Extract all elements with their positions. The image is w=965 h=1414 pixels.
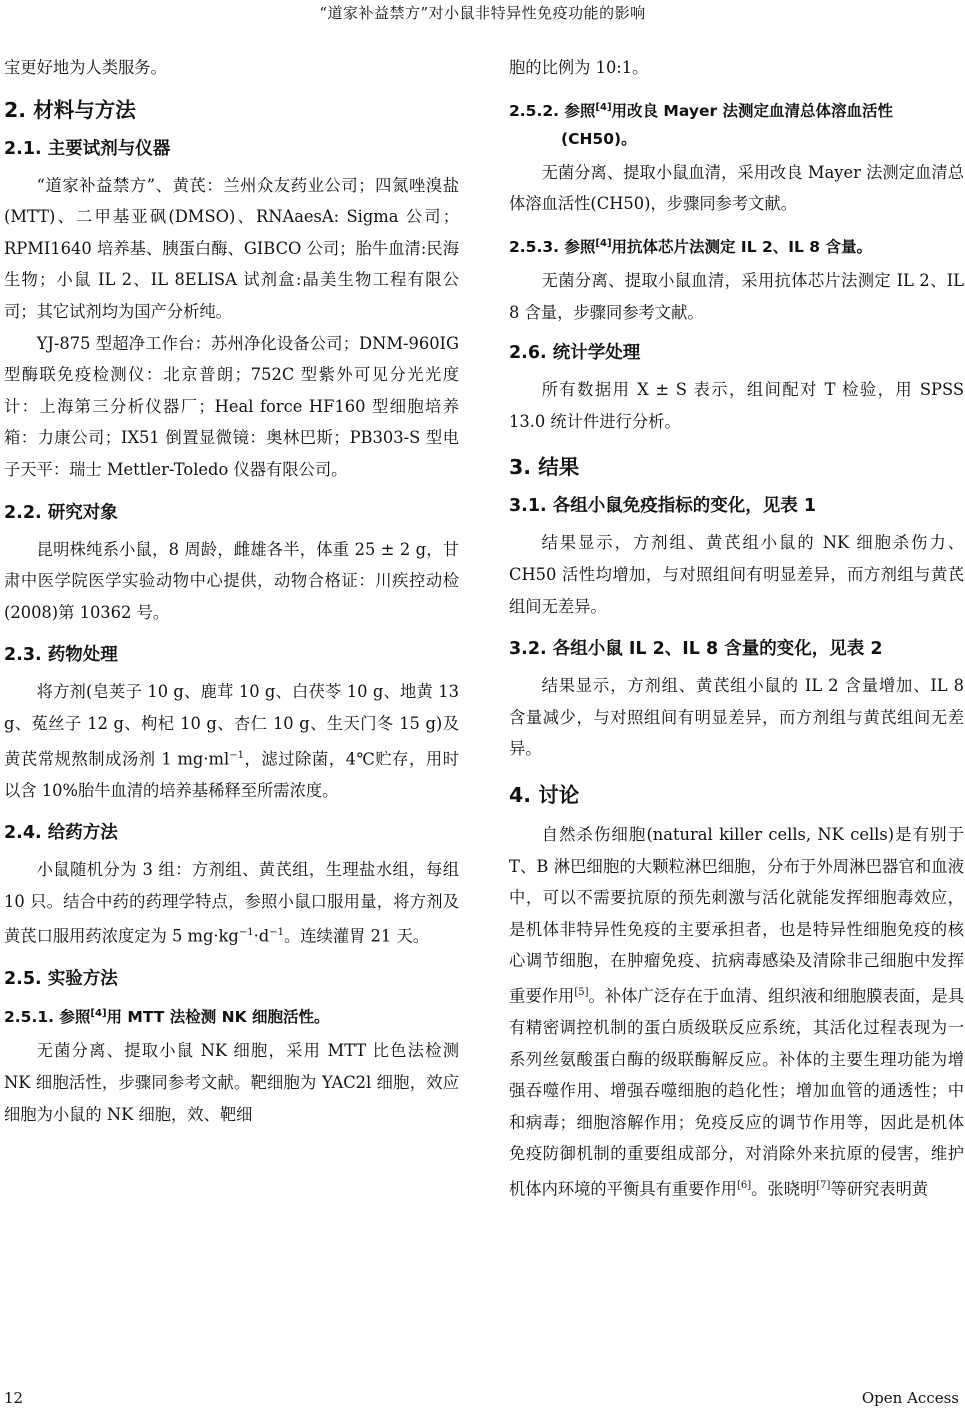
section-heading-results: 3. 结果 <box>509 455 580 480</box>
right-column <box>509 52 964 1205</box>
paragraph-subjects: 昆明株纯系小鼠，8 周龄，雌雄各半，体重 25 ± 2 g，甘肃中医学院医学实验动物中心提供，动物合格证：川疾控动检(2008)第 10362 号。 <box>4 539 459 622</box>
section-heading-materials-methods: 2. 材料与方法 <box>4 97 136 122</box>
section-heading-discussion: 4. 讨论 <box>509 783 580 808</box>
subsubsection-heading-mtt <box>4 1000 459 1031</box>
paragraph-ratio: 胞的比例为 10:1。 <box>509 58 649 77</box>
paragraph-mtt: 无菌分离、提取小鼠 NK 细胞，采用 MTT 比色法检测 NK 细胞活性，步骤同参考文献。靶细胞为 YAC2l 细胞，效应细胞为小鼠的 NK 细胞，效、靶细 <box>4 1041 459 1124</box>
subsubsection-heading-antibody-chip <box>509 230 964 261</box>
discussion-text-2: 。补体广泛存在于血清、组织液和细胞膜表面，是具有精密调控机制的蛋白质级联反应系统，其活化过程表现为一系列丝氨酸蛋白酶的级联酶解反应。补体的主要生理功能为增强吞噬作用、增强吞噬细胞的趋化性；增加血管的通透性；中和病毒；细胞溶解作用；免疫反应的调节作用等，因此是机体免疫防御机制的重要组成部分，对消除外来抗原的侵害，维护机体内环境的平衡具有重要作用 <box>509 986 964 1199</box>
paragraph-drug-processing <box>4 676 459 806</box>
drug-text-2: ，滤过除菌，4℃贮存，用时以含 10%胎牛血清的培养基稀释至所需浓度。 <box>4 748 459 800</box>
citation-ref[interactable]: [5] <box>574 987 589 998</box>
heading-text: 用改良 Mayer 法测定血清总体溶血活性 <box>611 101 893 120</box>
heading-text: 用抗体芯片法测定 IL 2、IL 8 含量。 <box>611 238 872 257</box>
superscript-minus-one: −1 <box>229 749 244 761</box>
discussion-text-1: 自然杀伤细胞(natural killer cells, NK cells)是有别于 T、B 淋巴细胞的大颗粒淋巴细胞，分布于外周淋巴器官和血液中，可以不需要抗原的预先刺激与活化就能发挥细胞毒效应，是机体非特异性免疫的主要承担者，也是特异性细胞免疫的核心调节细胞，在肿瘤免疫、抗病毒感染及清除非己细胞中发挥重要作用 <box>509 825 964 1006</box>
heading-text: 2.5.1. 参照 <box>4 1008 91 1027</box>
subsection-heading-administration: 2.4. 给药方法 <box>4 823 118 844</box>
subsection-heading-subjects: 2.2. 研究对象 <box>4 502 118 523</box>
subsection-heading-methods: 2.5. 实验方法 <box>4 969 118 990</box>
paragraph-ch50: 无菌分离、提取小鼠血清，采用改良 Mayer 法测定血清总体溶血活性(CH50)，步骤同参考文献。 <box>509 162 964 214</box>
paragraph-results-1: 结果显示，方剂组、黄芪组小鼠的 NK 细胞杀伤力、CH50 活性均增加，与对照组间有明显差异，而方剂组与黄芪组间无差异。 <box>509 533 964 616</box>
heading-text: 2.5.2. 参照 <box>509 101 596 120</box>
page-number: 12 <box>4 1389 24 1407</box>
paragraph-intro-continued: 宝更好地为人类服务。 <box>4 58 167 77</box>
running-header: “道家补益禁方”对小鼠非特异性免疫功能的影响 <box>319 4 646 22</box>
left-column <box>4 52 459 1130</box>
discussion-text-4: 等研究表明黄 <box>830 1179 929 1199</box>
subsubsection-heading-ch50 <box>509 94 964 153</box>
subsection-heading-drug-processing: 2.3. 药物处理 <box>4 645 118 666</box>
superscript-minus-one: −1 <box>238 927 254 939</box>
heading-text: 2.5.3. 参照 <box>509 238 596 257</box>
paragraph-reagents: “道家补益禁方”、黄芪：兰州众友药业公司；四氮唑溴盐(MTT)、二甲基亚砜(DMSO)、RNAaesA: Sigma 公司；RPMI1640 培养基、胰蛋白酶、GIBCO 公司；胎牛血清:民海生物；小鼠 IL 2、IL 8ELISA 试剂盒:晶美生物工程有限公司；其它试剂均为国产分析纯。 <box>4 175 459 321</box>
drug-text-1: 将方剂(皂荚子 10 g、鹿茸 10 g、白茯苓 10 g、地黄 13 g、菟丝子 12 g、枸杞 10 g、杏仁 10 g、生天门冬 15 g)及黄芪常规熬制成汤剂 1 mg·ml <box>4 682 459 768</box>
subsection-heading-reagents: 2.1. 主要试剂与仪器 <box>4 138 171 159</box>
paragraph-statistics: 所有数据用 X ± S 表示，组间配对 T 检验，用 SPSS 13.0 统计件进行分析。 <box>509 380 964 431</box>
paragraph-instruments: YJ-875 型超净工作台：苏州净化设备公司；DNM-960IG 型酶联免疫检测仪：北京普朗；752C 型紫外可见分光光度计：上海第三分析仪器厂；Heal force HF160 型细胞培养箱：力康公司；IX51 倒置显微镜：奥林巴斯；PB303-S 型电子天平：瑞士 Mettler-Toledo 仪器有限公司。 <box>4 333 459 479</box>
heading-text: (CH50)。 <box>561 129 637 148</box>
dose-text-1: 小鼠随机分为 3 组：方剂组、黄芪组，生理盐水组，每组 10 只。结合中药的药理学特点，参照小鼠口服用量，将方剂及黄芪口服用药浓度定为 5 mg·kg <box>4 860 459 946</box>
journal-name: Open Access <box>861 1389 959 1407</box>
dose-text-2: 。连续灌胃 21 天。 <box>283 926 430 946</box>
paragraph-discussion <box>509 819 964 1205</box>
subsection-heading-statistics: 2.6. 统计学处理 <box>509 343 641 364</box>
citation-ref[interactable]: [4] <box>90 1008 107 1020</box>
subsection-heading-immune-indices: 3.1. 各组小鼠免疫指标的变化，见表 1 <box>509 496 817 517</box>
citation-ref[interactable]: [7] <box>816 1179 831 1191</box>
heading-text: 用 MTT 法检测 NK 细胞活性。 <box>106 1008 330 1027</box>
citation-ref[interactable]: [4] <box>595 237 612 249</box>
paragraph-results-2: 结果显示，方剂组、黄芪组小鼠的 IL 2 含量增加、IL 8 含量减少，与对照组间有明显差异，而方剂组与黄芪组间无差异。 <box>509 676 964 759</box>
citation-ref[interactable]: [4] <box>595 101 612 113</box>
subsection-heading-il-content: 3.2. 各组小鼠 IL 2、IL 8 含量的变化，见表 2 <box>509 639 883 660</box>
paragraph-administration <box>4 854 459 952</box>
discussion-text-3: 。张晓明 <box>751 1179 817 1199</box>
superscript-minus-one: −1 <box>269 927 284 939</box>
dose-text-mid: ·d <box>253 926 270 946</box>
citation-ref[interactable]: [6] <box>736 1179 752 1191</box>
paragraph-antibody-chip: 无菌分离、提取小鼠血清，采用抗体芯片法测定 IL 2、IL 8 含量，步骤同参考文献。 <box>509 271 964 322</box>
